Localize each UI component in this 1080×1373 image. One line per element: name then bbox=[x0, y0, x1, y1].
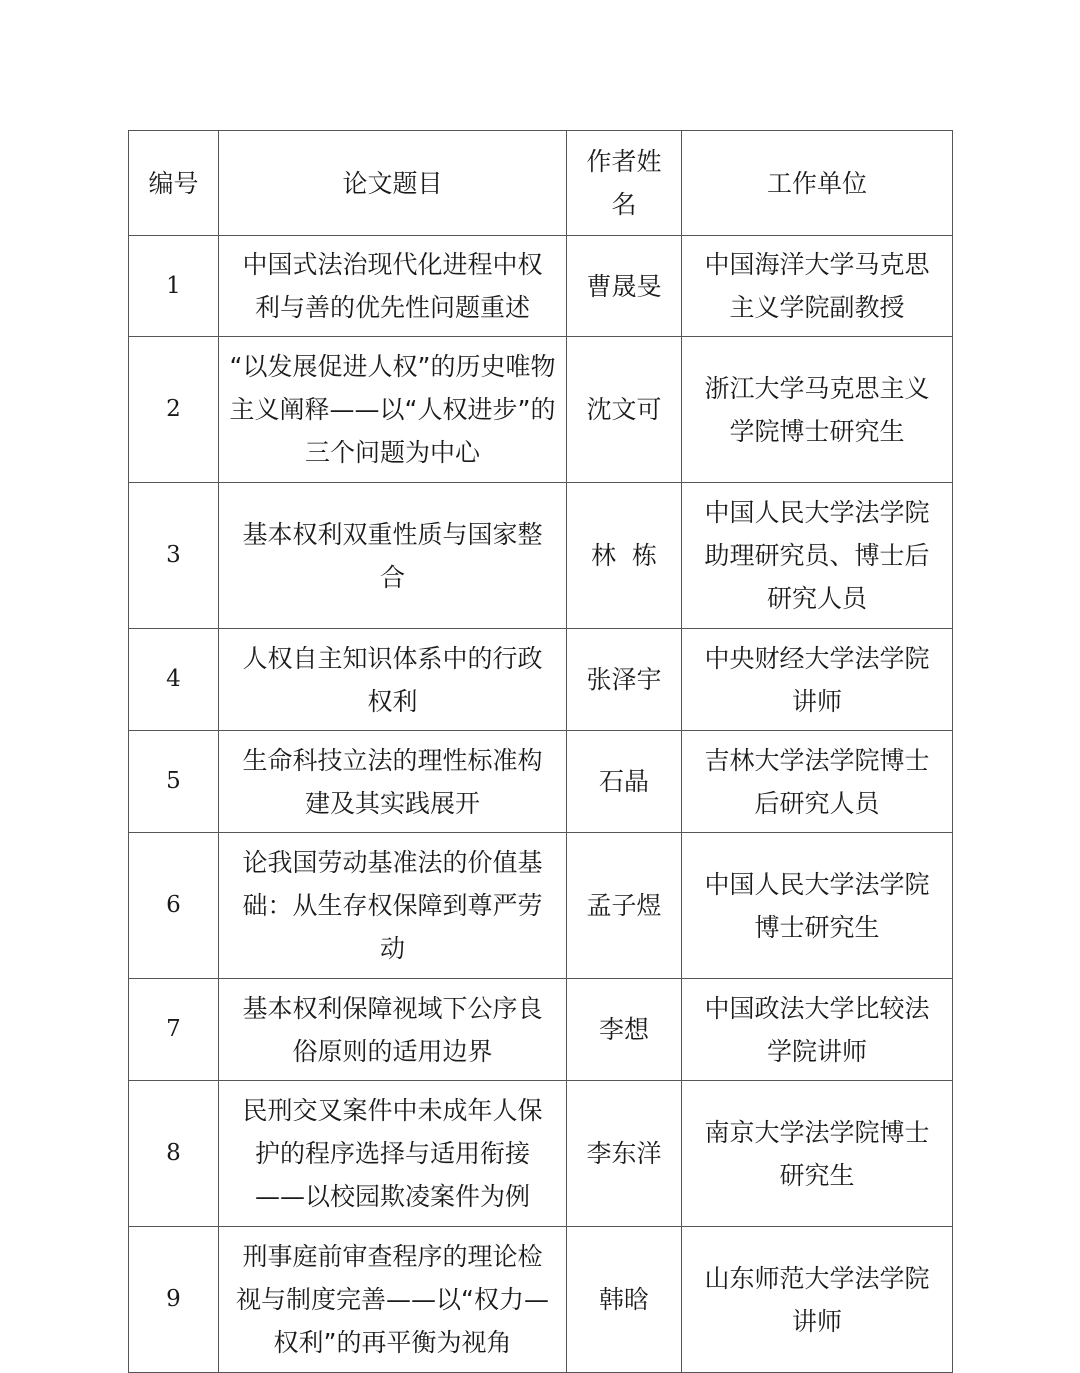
paper-list-table bbox=[128, 130, 953, 1373]
author-name: 石晶 bbox=[567, 731, 682, 833]
row-number: 5 bbox=[129, 731, 219, 833]
work-unit: 山东师范大学法学院 讲师 bbox=[682, 1227, 953, 1373]
row-number: 8 bbox=[129, 1081, 219, 1227]
author-name: 林 栋 bbox=[567, 483, 682, 629]
author-name: 沈文可 bbox=[567, 337, 682, 483]
work-unit: 南京大学法学院博士 研究生 bbox=[682, 1081, 953, 1227]
work-unit: 中国海洋大学马克思 主义学院副教授 bbox=[682, 236, 953, 337]
work-unit: 浙江大学马克思主义 学院博士研究生 bbox=[682, 337, 953, 483]
table-row bbox=[129, 1227, 953, 1373]
paper-title: “以发展促进人权”的历史唯物 主义阐释——以“人权进步”的 三个问题为中心 bbox=[219, 337, 567, 483]
table-row bbox=[129, 731, 953, 833]
author-name: 张泽宇 bbox=[567, 629, 682, 731]
paper-title: 生命科技立法的理性标准构 建及其实践展开 bbox=[219, 731, 567, 833]
table-row bbox=[129, 483, 953, 629]
paper-title: 中国式法治现代化进程中权 利与善的优先性问题重述 bbox=[219, 236, 567, 337]
work-unit: 中央财经大学法学院 讲师 bbox=[682, 629, 953, 731]
table-row bbox=[129, 629, 953, 731]
header-author: 作者姓 名 bbox=[567, 131, 682, 236]
header-unit: 工作单位 bbox=[682, 131, 953, 236]
row-number: 6 bbox=[129, 833, 219, 979]
table-row bbox=[129, 337, 953, 483]
table-row bbox=[129, 833, 953, 979]
author-name: 李想 bbox=[567, 979, 682, 1081]
document-page bbox=[128, 130, 953, 1373]
header-number: 编号 bbox=[129, 131, 219, 236]
row-number: 2 bbox=[129, 337, 219, 483]
row-number: 4 bbox=[129, 629, 219, 731]
work-unit: 中国政法大学比较法 学院讲师 bbox=[682, 979, 953, 1081]
row-number: 7 bbox=[129, 979, 219, 1081]
paper-title: 民刑交叉案件中未成年人保 护的程序选择与适用衔接 ——以校园欺凌案件为例 bbox=[219, 1081, 567, 1227]
table-row bbox=[129, 236, 953, 337]
paper-title: 基本权利双重性质与国家整 合 bbox=[219, 483, 567, 629]
author-name: 孟子煜 bbox=[567, 833, 682, 979]
work-unit: 吉林大学法学院博士 后研究人员 bbox=[682, 731, 953, 833]
paper-title: 论我国劳动基准法的价值基 础：从生存权保障到尊严劳 动 bbox=[219, 833, 567, 979]
author-name: 曹晟旻 bbox=[567, 236, 682, 337]
work-unit: 中国人民大学法学院 助理研究员、博士后 研究人员 bbox=[682, 483, 953, 629]
row-number: 1 bbox=[129, 236, 219, 337]
paper-title: 刑事庭前审查程序的理论检 视与制度完善——以“权力— 权利”的再平衡为视角 bbox=[219, 1227, 567, 1373]
table-row bbox=[129, 979, 953, 1081]
row-number: 3 bbox=[129, 483, 219, 629]
table-row bbox=[129, 1081, 953, 1227]
work-unit: 中国人民大学法学院 博士研究生 bbox=[682, 833, 953, 979]
paper-title: 基本权利保障视域下公序良 俗原则的适用边界 bbox=[219, 979, 567, 1081]
author-name: 李东洋 bbox=[567, 1081, 682, 1227]
paper-title: 人权自主知识体系中的行政 权利 bbox=[219, 629, 567, 731]
table-header-row bbox=[129, 131, 953, 236]
header-title: 论文题目 bbox=[219, 131, 567, 236]
author-name: 韩晗 bbox=[567, 1227, 682, 1373]
row-number: 9 bbox=[129, 1227, 219, 1373]
